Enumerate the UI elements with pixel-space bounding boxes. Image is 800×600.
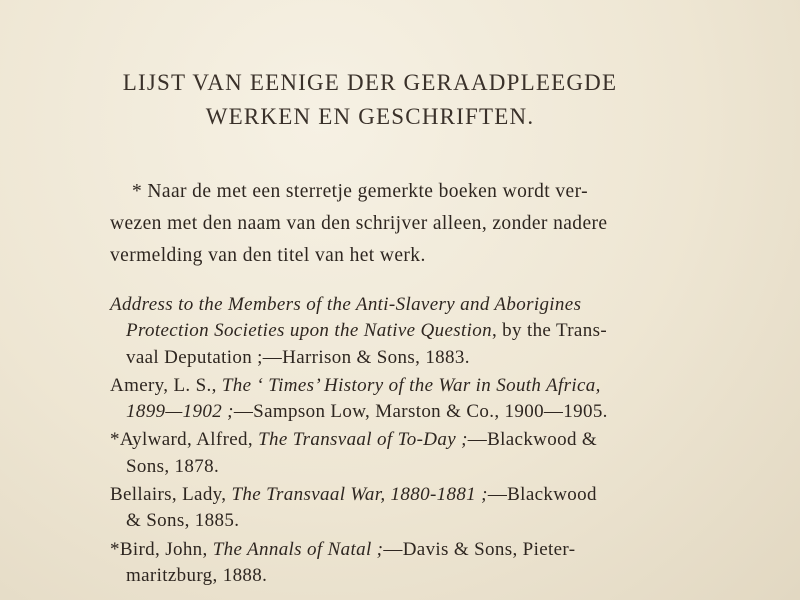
bibliography-entry [110,537,790,590]
entry-line [110,318,790,344]
entry-line [110,482,790,508]
entry-title: The Transvaal of To-Day ; [258,429,468,451]
note-line-2: wezen met den naam van den schrijver alleen, zonder nadere [110,213,608,234]
entry-author: *Bird, John, [110,538,213,560]
entry-line: Address to the Members of the Anti-Slavery and Aborigines [110,294,582,315]
entry-line [110,399,790,425]
title-line-1: LIJST VAN EENIGE DER GERAADPLEEGDE [122,70,618,95]
page-title [0,66,740,134]
bibliography-entry [110,373,790,426]
bibliography-entry [110,427,790,480]
entry-line [110,537,790,563]
entry-title: Protection Societies upon the Native Question [126,320,492,342]
entry-line: Sons, 1878. [126,455,220,477]
title-line-2: WERKEN EN GESCHRIFTEN. [205,104,535,129]
entry-line [110,427,790,453]
entry-author: *Aylward, Alfred, [110,429,259,451]
bibliography-entry [110,292,790,371]
entry-text: —Blackwood & [467,429,598,451]
bibliography-entry [110,482,790,535]
bibliography-list [110,292,790,591]
entry-title: The Transvaal War, 1880-1881 ; [231,484,488,506]
entry-title: The ‘ Times’ History of the War in South Africa, [221,374,601,396]
entry-title: The Annals of Natal ; [212,538,384,560]
entry-author: Bellairs, Lady, [110,484,232,506]
entry-line: vaal Deputation ;—Harrison & Sons, 1883. [126,346,470,368]
entry-line: & Sons, 1885. [126,510,240,532]
entry-title: 1899—1902 ; [126,401,234,423]
footnote-paragraph [110,176,750,272]
entry-text: , by the Trans- [491,320,607,342]
entry-text: —Sampson Low, Marston & Co., 1900—1905. [233,401,608,423]
note-line-3: vermelding van den titel van het werk. [110,245,426,266]
entry-line [110,373,790,399]
entry-text: —Blackwood [487,484,597,506]
entry-author: Amery, L. S., [110,374,222,396]
entry-line: maritzburg, 1888. [126,564,268,586]
entry-text: —Davis & Sons, Pieter- [383,538,576,560]
note-line-1: * Naar de met een sterretje gemerkte boeken wordt ver- [132,181,588,202]
